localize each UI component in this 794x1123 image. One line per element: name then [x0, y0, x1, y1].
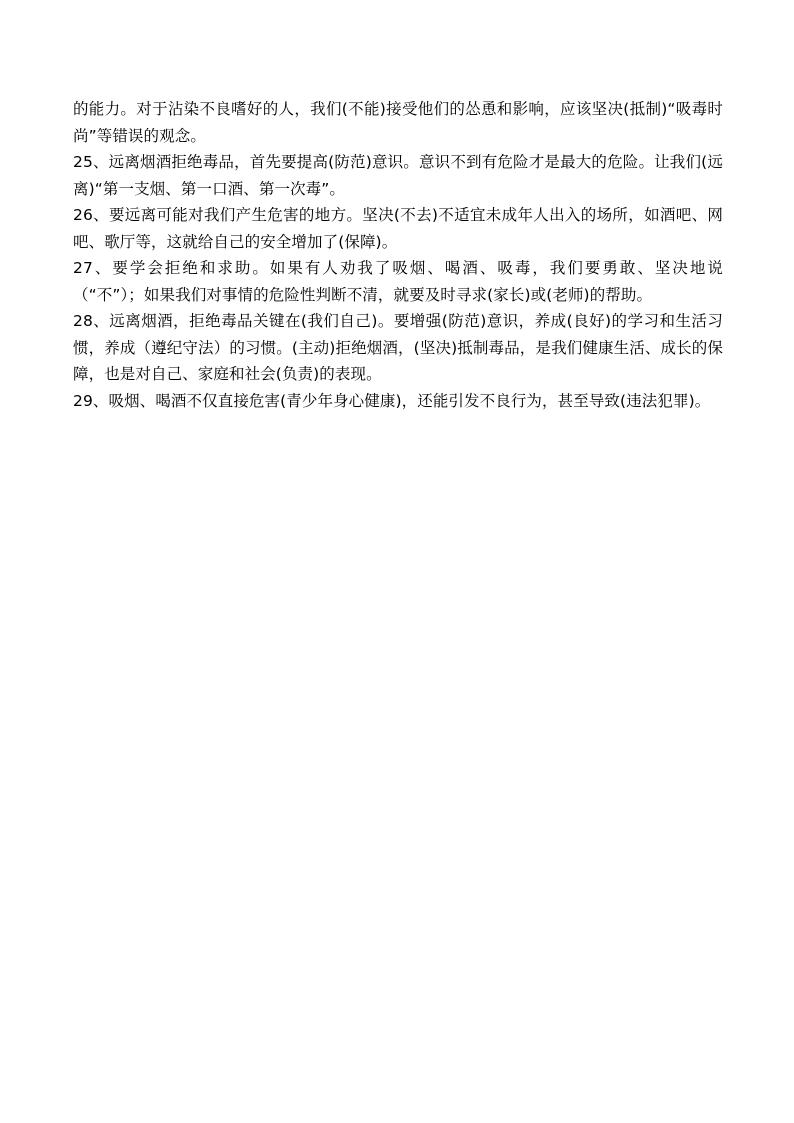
- paragraph-item-26: 26、要远离可能对我们产生危害的地方。坚决(不去)不适宜未成年人出入的场所，如酒吧、网吧、歌厅等，这就给自己的安全增加了(保障)。: [73, 206, 723, 251]
- paragraph-item-25: 25、远离烟酒拒绝毒品，首先要提高(防范)意识。意识不到有危险才是最大的危险。让我们(远离)“第一支烟、第一口酒、第一次毒”。: [73, 153, 723, 198]
- paragraph-item-28: 28、远离烟酒，拒绝毒品关键在(我们自己)。要增强(防范)意识，养成(良好)的学习和生活习惯，养成（遵纪守法）的习惯。(主动)拒绝烟酒，(坚决)抵制毒品，是我们健康生活、成长的保障，也是对自己、家庭和社会(负责)的表现。: [73, 312, 723, 383]
- document-body: [73, 96, 723, 414]
- paragraph-item-27: 27、要学会拒绝和求助。如果有人劝我了吸烟、喝酒、吸毒，我们要勇敢、坚决地说（“不”）；如果我们对事情的危险性判断不清，就要及时寻求(家长)或(老师)的帮助。: [73, 259, 723, 304]
- paragraph-item-29: 29、吸烟、喝酒不仅直接危害(青少年身心健康)，还能引发不良行为，甚至导致(违法犯罪)。: [73, 391, 711, 410]
- paragraph-continuation: 的能力。对于沾染不良嗜好的人，我们(不能)接受他们的怂恿和影响，应该坚决(抵制)“吸毒时尚”等错误的观念。: [73, 100, 723, 145]
